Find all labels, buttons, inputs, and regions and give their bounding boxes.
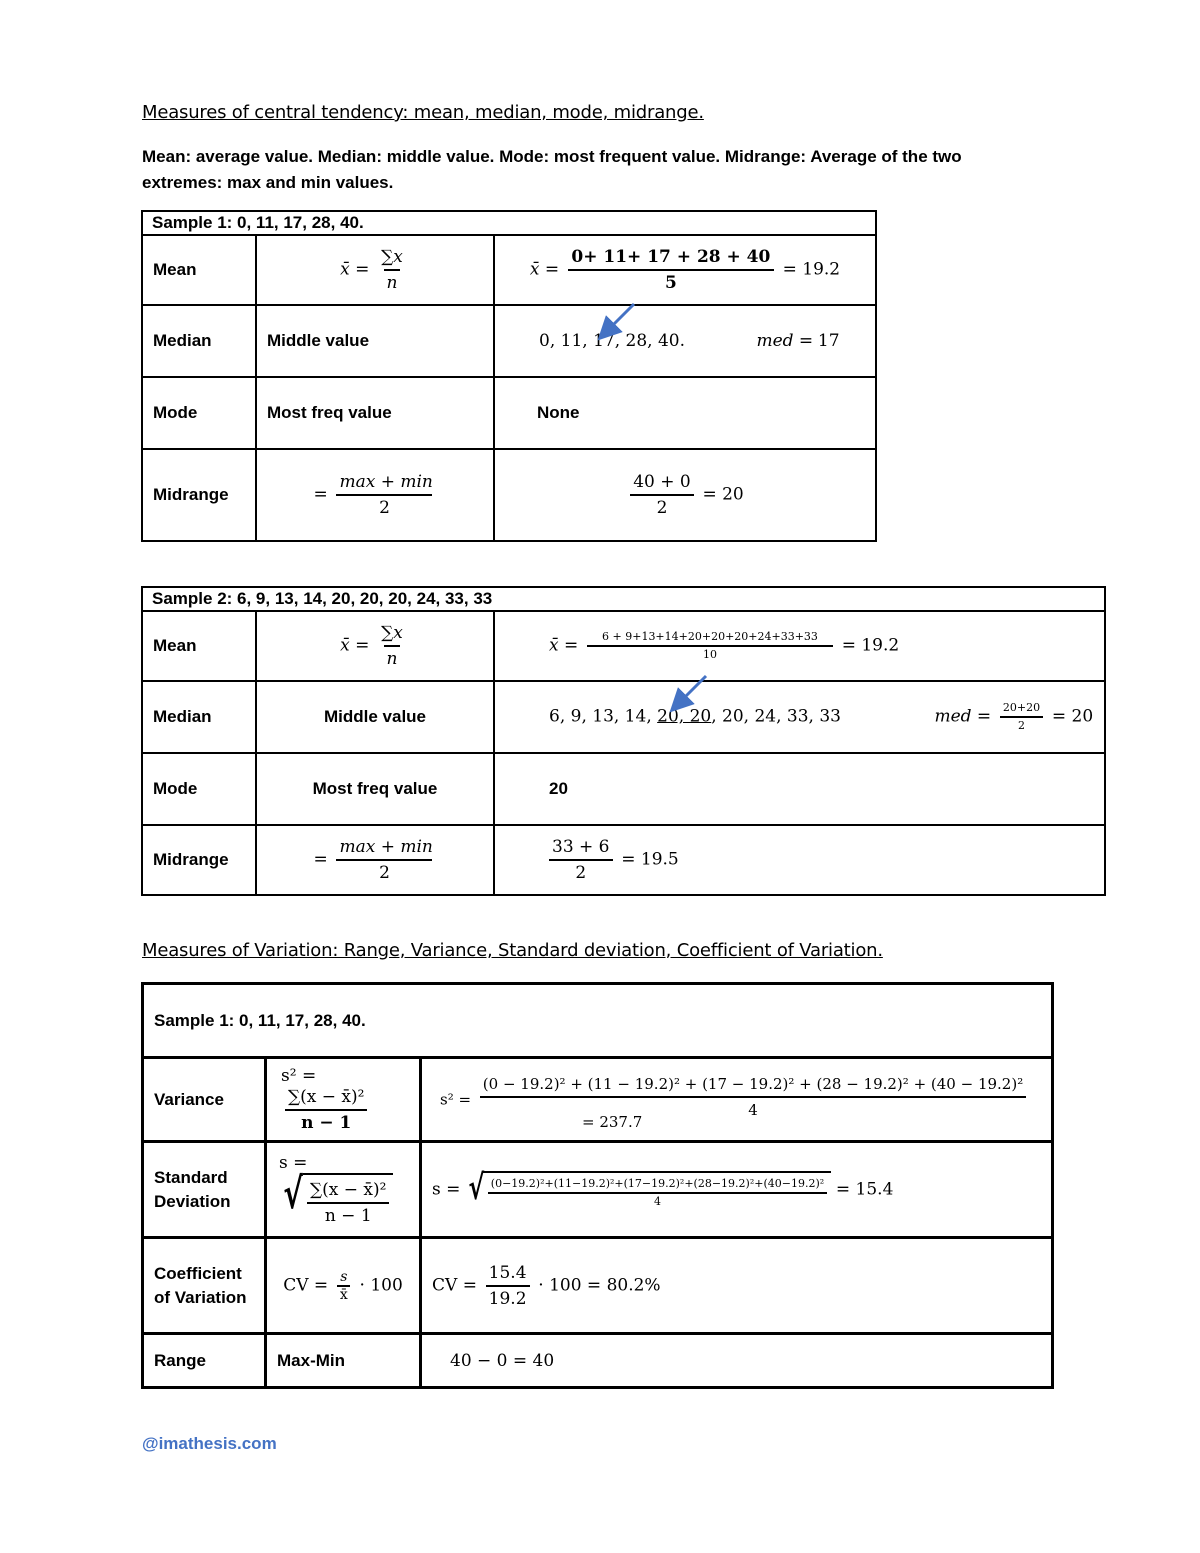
variance-formula: s² = $\frac{\text{∑(x − x̄)²}}{n - 1}$	[266, 1058, 421, 1142]
s1-median-desc: Middle value	[256, 305, 494, 377]
s2-mode-desc: Most freq value	[256, 753, 494, 825]
s1-median-label: Median	[142, 305, 256, 377]
s2-mode-label: Mode	[142, 753, 256, 825]
range-calc: 40 − 0 = 40	[421, 1334, 1053, 1388]
heading-variation: Measures of Variation: Range, Variance, Standard deviation, Coefficient of Variation.	[142, 940, 883, 961]
s1-mode-result: None	[494, 377, 876, 449]
sample2-title: Sample 2: 6, 9, 13, 14, 20, 20, 20, 24, 33, 33	[142, 587, 1105, 611]
s2-median-calc: 6, 9, 13, 14, 20, 20, 20, 24, 33, 33 med = $\frac{20+20}{2}$ = 20	[494, 681, 1105, 753]
s1-midrange-label: Midrange	[142, 449, 256, 541]
s2-mode-result: 20	[494, 753, 1105, 825]
s1-midrange-formula: = $\frac{\max + \min}{2}$	[256, 449, 494, 541]
cv-formula: CV = $\frac{s}{x̄}$ · 100	[266, 1238, 421, 1334]
sample1-title: Sample 1: 0, 11, 17, 28, 40.	[142, 211, 876, 235]
range-label: Range	[143, 1334, 266, 1388]
table-variation	[141, 982, 1054, 1389]
s1-midrange-calc: $\frac{40 + 0}{2}$ = 20	[494, 449, 876, 541]
sd-formula: s = √ $\frac{\text{∑(x − x̄)²}}{n - 1}$	[266, 1142, 421, 1238]
s2-midrange-label: Midrange	[142, 825, 256, 895]
s2-midrange-formula: = $\frac{\max + \min}{2}$	[256, 825, 494, 895]
s2-midrange-calc: $\frac{33 + 6}{2}$ = 19.5	[494, 825, 1105, 895]
s2-median-desc: Middle value	[256, 681, 494, 753]
s1-mode-desc: Most freq value	[256, 377, 494, 449]
cv-calc: CV = $\frac{15.4}{19.2}$ · 100 = 80.2%	[421, 1238, 1053, 1334]
table-sample2	[141, 586, 1106, 896]
s2-mean-formula: x̄ = $\frac{\sum x}{n}$	[256, 611, 494, 681]
sd-calc: s = √ $\frac{\text{(0−19.2)²+(11−19.2)²+(17−19.2)²+(28−19.2)²+(40−19.2)²}}{4}$ = 15.4	[421, 1142, 1053, 1238]
s2-mean-calc: x̄ = $\frac{6 + 9+13+14+20+20+20+24+33+33}{10}$ = 19.2	[494, 611, 1105, 681]
s1-mean-calc: x̄ = $\frac{0+ 11+ 17 + 28 + 40}{5}$ = 19.2	[494, 235, 876, 305]
s1-mean-formula: x̄ = $\frac{\sum x}{n}$	[256, 235, 494, 305]
s2-median-label: Median	[142, 681, 256, 753]
arrow-icon	[596, 300, 640, 344]
arrow-icon	[668, 672, 712, 716]
footer-link[interactable]: @imathesis.com	[142, 1434, 277, 1453]
s1-median-calc: 0, 11, 17, 28, 40. med = 17	[494, 305, 876, 377]
sd-label: Standard Deviation	[143, 1142, 266, 1238]
s2-mean-label: Mean	[142, 611, 256, 681]
table-sample1	[141, 210, 877, 542]
heading-central-tendency: Measures of central tendency: mean, median, mode, midrange.	[142, 102, 704, 123]
variance-calc: s² = (0 − 19.2)² + (11 − 19.2)² + (17 − 19.2)² + (28 − 19.2)² + (40 − 19.2)² 4 = 237.7	[421, 1058, 1053, 1142]
variation-title: Sample 1: 0, 11, 17, 28, 40.	[143, 984, 1053, 1058]
intro-text: Mean: average value. Median: middle value. Mode: most frequent value. Midrange: Average of the two extremes: max and min values.	[142, 147, 962, 192]
range-desc: Max-Min	[266, 1334, 421, 1388]
cv-label: Coefficient of Variation	[143, 1238, 266, 1334]
s1-mean-label: Mean	[142, 235, 256, 305]
s1-mode-label: Mode	[142, 377, 256, 449]
variance-label: Variance	[143, 1058, 266, 1142]
